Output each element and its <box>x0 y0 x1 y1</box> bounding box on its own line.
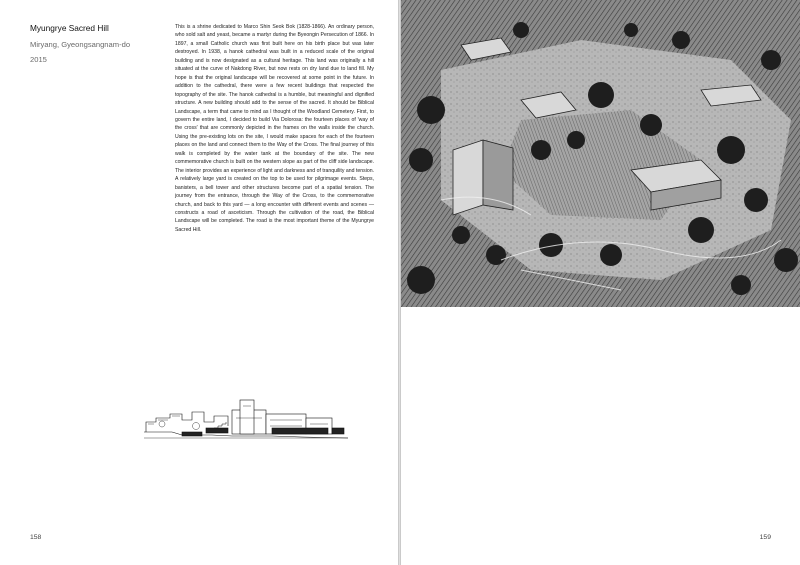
project-year: 2015 <box>30 54 47 64</box>
title-block <box>30 23 170 69</box>
project-title: Myungrye Sacred Hill <box>30 23 109 33</box>
project-description: This is a shrine dedicated to Marco Shin Seok Bok (1828-1866). An ordinary person, who sold salt and yeast, became a martyr during the Byeongin Persecution of 1866. In 1897, a small Catholic church was first built here on his birth place but was later destroyed. In 1938, a hanok cathedral was built in a reduced scale of the original building and is now designated as a cultural heritage. This land was originally a hill situated at the curve of Nakdong River, but now rests on dry land due to land fill. My hope is that the original landscape will be recovered at some point in the future. In addition to the cathedral, there were a few recent buildings that respected the topography of the site. The hanok cathedral is a humble, but meaningful and dignified structure. A new building should add to the sense of the sacred. It should be Biblical Landscape, a term that came to mind as I thought of the Woodland Cemetery. First, to govern the entire land, I decided to build Via Dolorosa: the fourteen places of 'way of the cross' that are commonly depicted in the frames on the walls inside the church. Using the pre-existing lots on the site, I would make spaces for each of the fourteen places on the land and connect them to the Way of the Cross. The final journey of this walk is completed by the water tank at the boundary of the site. The new commemorative church is built on the western slope as part of the cliff side landscape. The interior provides an experience of light and darkness and of tranquility and tension. A relatively large yard is created on the top to be used for pilgrimage events. Steps, banisters, a bell tower and other structures become part of a spatial tension. The journey from the entrance, through the Way of the Cross, to the commemorative church, and back to this yard — a long encounter with different events and scenes — constructs a road of asceticism. Through the cultivation of the road, the Biblical Landscape will be completed. The road is the most important theme of the Myungrye Sacred Hill. <box>175 24 374 233</box>
page-number-left: 158 <box>30 534 42 541</box>
page-number-right: 159 <box>759 534 771 541</box>
aerial-drawing <box>401 0 800 307</box>
right-page <box>401 0 800 565</box>
left-page <box>0 0 398 565</box>
section-drawing <box>142 398 350 440</box>
project-location: Miryang, Gyeongsangnam-do <box>30 40 131 49</box>
